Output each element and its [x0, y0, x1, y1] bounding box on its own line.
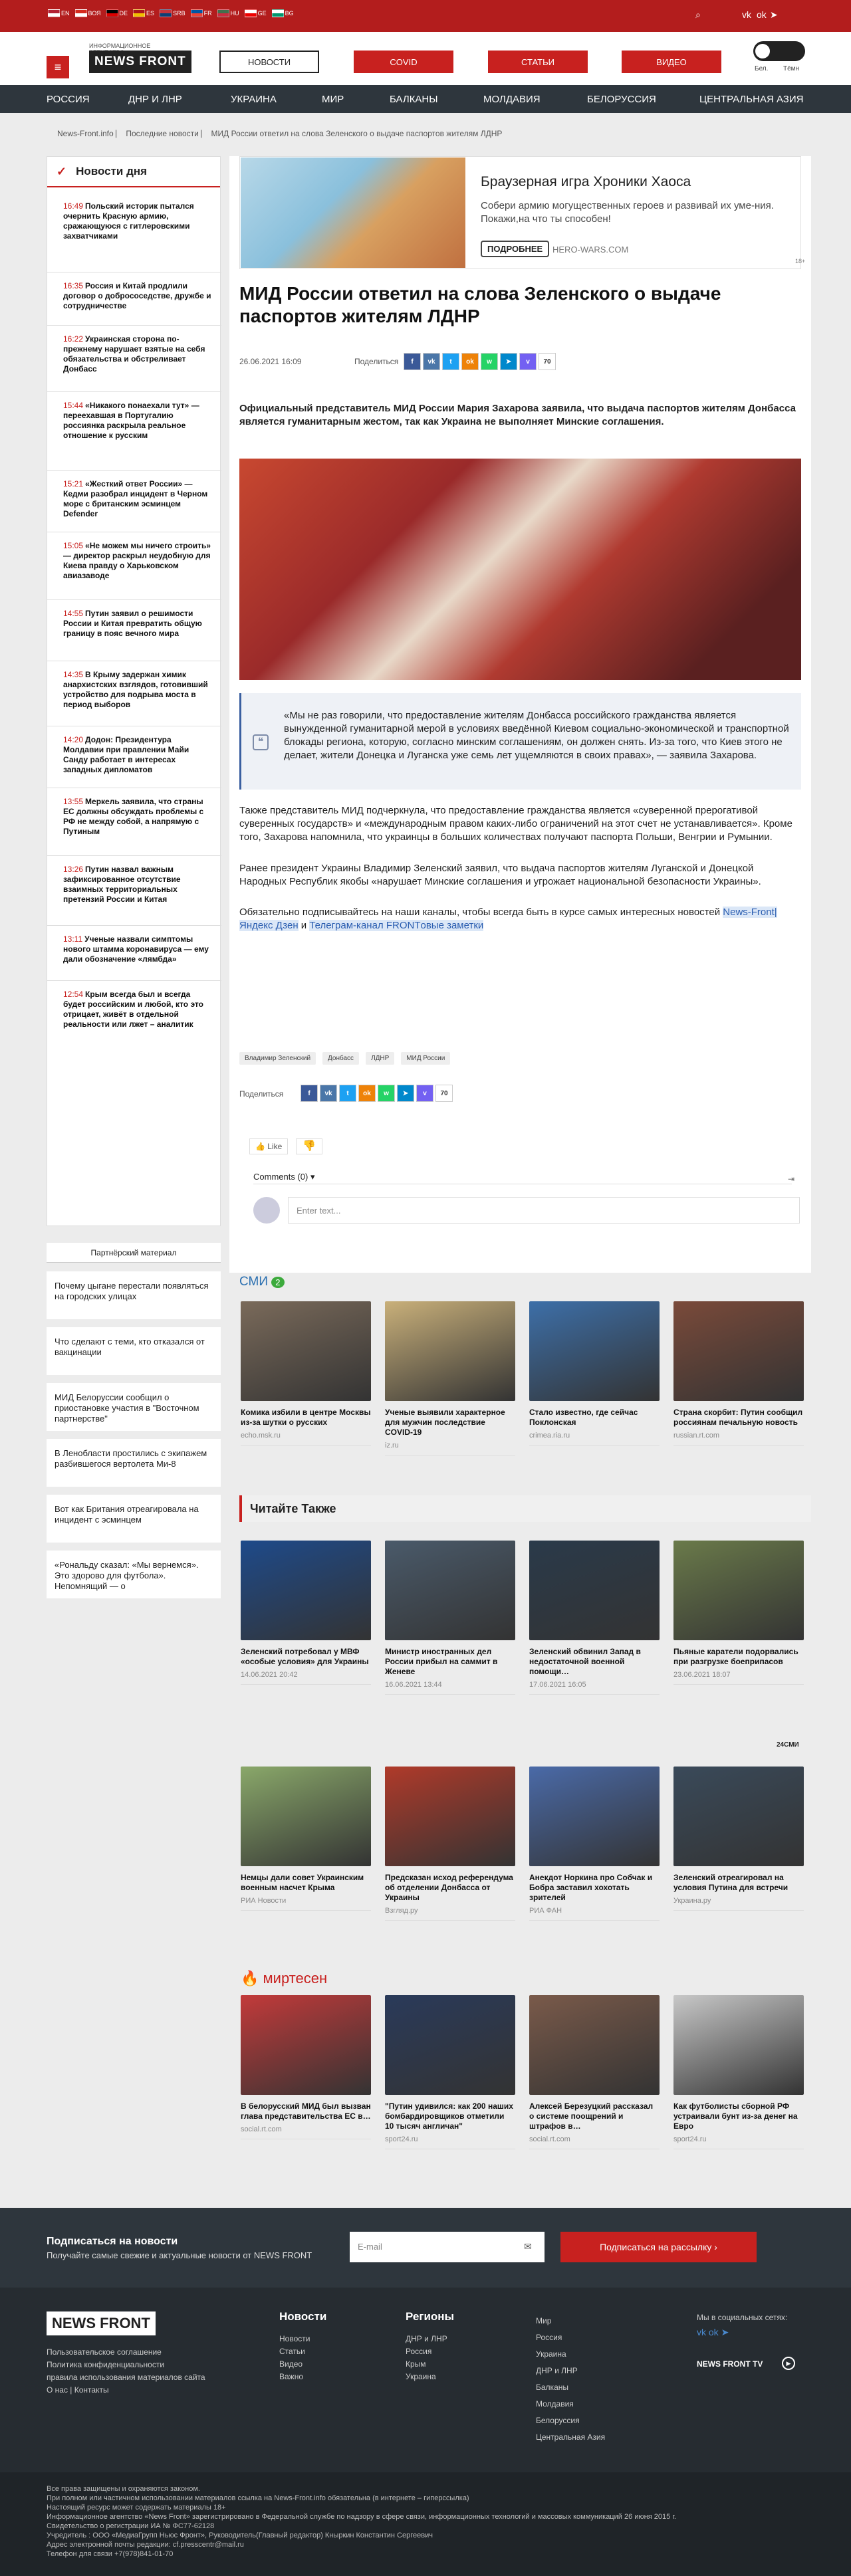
- news-text: «Не можем мы ничего строить» — директор раскрыл неудобную для Киева правду о Харьковском авиазаводе: [63, 541, 211, 580]
- language-list: [48, 9, 294, 17]
- 24smi-label: 24СМИ: [777, 1741, 799, 1749]
- news-text: Путин назвал важным зафиксированное отсутствие взаимных территориальных претензий России и Китая: [63, 865, 181, 904]
- news-time: 14:35: [63, 670, 84, 679]
- footer-world-link[interactable]: Молдавия: [536, 2399, 574, 2409]
- card-source: 23.06.2021 18:07: [673, 1671, 731, 1679]
- ad-age: 18+: [795, 258, 806, 265]
- smi-title: [239, 1275, 285, 1289]
- legal-line: При полном или частичном использовании материалов ссылка на News-Front.info обязательна (в интернете – гиперссылка): [47, 2494, 469, 2502]
- lang-item[interactable]: [48, 9, 70, 17]
- card-image: [385, 1995, 515, 2095]
- smi-card[interactable]: [241, 1301, 371, 1446]
- card-image: [673, 1767, 804, 1866]
- vk-icon[interactable]: vk: [423, 353, 440, 370]
- card-caption: Зеленский отреагировал на условия Путина для встречи: [673, 1873, 789, 1892]
- ad-more-button[interactable]: ПОДРОБНЕЕ: [481, 241, 549, 257]
- vk-icon[interactable]: vk: [320, 1085, 337, 1102]
- card-image: [529, 1995, 660, 2095]
- article-lead: Официальный представитель МИД России Мария Захарова заявила, что выдача паспортов жителям Донбасса является гуманитарным жестом, так как Украина не выполняет Минские соглашения.: [239, 403, 796, 427]
- smi24-card[interactable]: [241, 1767, 371, 1911]
- footer-link[interactable]: Политика конфиденциальности: [47, 2360, 165, 2369]
- card-caption: Алексей Березуцкий рассказал о системе поощрений и штрафов в…: [529, 2101, 654, 2131]
- footer-world-links: [536, 2313, 605, 2446]
- footer-news-link[interactable]: Статьи: [279, 2347, 305, 2356]
- footer-news-link[interactable]: Важно: [279, 2372, 304, 2381]
- card-divider: [385, 1920, 515, 1921]
- ad-image: [241, 158, 465, 268]
- card-divider: [529, 1445, 660, 1446]
- news-text: Россия и Китай продлили договор о добрососедстве, дружбе и сотрудничестве: [63, 281, 211, 310]
- news-text: Додон: Президентура Молдавии при правлении Майи Санду работает в интересах западных дипломатов: [63, 735, 189, 774]
- card-source: crimea.ria.ru: [529, 1432, 570, 1440]
- card-image: [385, 1767, 515, 1866]
- lang-item[interactable]: [75, 9, 101, 17]
- sidebar-news-item[interactable]: [63, 281, 213, 311]
- tag[interactable]: Владимир Зеленский: [239, 1052, 316, 1065]
- video-button[interactable]: ВИДЕО: [622, 51, 721, 73]
- sidebar-news-item[interactable]: [63, 401, 213, 441]
- readalso-card[interactable]: [529, 1541, 660, 1695]
- footer-world-link[interactable]: Россия: [536, 2333, 562, 2342]
- subscribe-text: Обязательно подписывайтесь на наши каналы, чтобы всегда быть в курсе самых интересных новостей: [239, 907, 723, 918]
- news-time: 16:49: [63, 201, 84, 211]
- sidebar-divider: [47, 980, 221, 981]
- theme-dark-label: Тёмн: [783, 65, 800, 72]
- mirtesen-card[interactable]: [529, 1995, 660, 2149]
- footer-regions-links: [406, 2333, 447, 2383]
- social-icons[interactable]: vk ok ➤: [697, 2327, 729, 2337]
- breadcrumb[interactable]: News-Front.info ⎸ Последние новости ⎸ МИД России ответил на слова Зеленского о выдаче паспортов жителям ЛДНР: [57, 129, 503, 138]
- login-icon[interactable]: ⇥: [788, 1174, 795, 1184]
- lang-label: FR: [203, 10, 212, 17]
- sidebar-news-item[interactable]: [63, 541, 213, 581]
- whatsapp-icon[interactable]: w: [378, 1085, 395, 1102]
- language-bar: [0, 0, 851, 32]
- news-button[interactable]: НОВОСТИ: [219, 51, 319, 73]
- lang-label: SRB: [173, 10, 185, 17]
- ad-domain: HERO-WARS.COM: [552, 245, 629, 255]
- sidebar-news-item[interactable]: [63, 990, 213, 1029]
- sidebar-divider: [47, 855, 221, 856]
- lang-item[interactable]: [133, 9, 154, 17]
- share-label: Поделиться: [354, 357, 399, 366]
- card-caption: Страна скорбит: Путин сообщил россиянам печальную новость: [673, 1408, 803, 1427]
- footer-world-link[interactable]: Центральная Азия: [536, 2432, 606, 2442]
- sidebar-news-item[interactable]: [63, 609, 213, 639]
- partner-header: Партнёрский материал: [47, 1243, 221, 1263]
- dislike-button[interactable]: 👎: [296, 1138, 322, 1154]
- card-caption: Анекдот Норкина про Собчак и Бобра заставил хохотать зрителей: [529, 1873, 653, 1902]
- nav-item[interactable]: УКРАИНА: [231, 94, 277, 105]
- lang-label: ES: [146, 10, 155, 17]
- lang-item[interactable]: [245, 9, 267, 17]
- card-source: 16.06.2021 13:44: [385, 1681, 442, 1689]
- flag-icon: [48, 9, 60, 17]
- footer-regions-title: Регионы: [406, 2310, 455, 2323]
- card-image: [529, 1301, 660, 1401]
- partner-item[interactable]: «Рональду сказал: «Мы вернемся». Это здорово для футбола». Непомнящий — о: [47, 1551, 221, 1598]
- card-divider: [529, 1920, 660, 1921]
- flag-icon: [191, 9, 203, 17]
- facebook-icon[interactable]: f: [301, 1085, 318, 1102]
- mirtesen-card[interactable]: [241, 1995, 371, 2139]
- tag[interactable]: ЛДНР: [366, 1052, 394, 1065]
- share-buttons-bottom: [301, 1085, 453, 1102]
- email-field[interactable]: E-mail: [350, 2232, 545, 2262]
- lang-item[interactable]: [106, 9, 128, 17]
- card-image: [673, 1301, 804, 1401]
- telegram-icon[interactable]: ➤: [397, 1085, 414, 1102]
- news-text: Ученые назвали симптомы нового штамма коронавируса — ему дали обозначение «лямбда»: [63, 934, 209, 964]
- news-time: 15:05: [63, 541, 84, 550]
- check-icon: ✓: [57, 164, 67, 178]
- sidebar-news-item[interactable]: [63, 479, 213, 519]
- partner-item[interactable]: Что сделают с теми, кто отказался от вакцинации: [47, 1327, 221, 1375]
- news-time: 13:55: [63, 797, 84, 806]
- footer-world-link[interactable]: Украина: [536, 2349, 566, 2359]
- sidebar-news-item[interactable]: [63, 670, 213, 710]
- nav-item[interactable]: МИР: [322, 94, 344, 105]
- footer-logo[interactable]: NEWS FRONT: [47, 2311, 156, 2335]
- lang-label: HU: [230, 10, 239, 17]
- smi-card[interactable]: [673, 1301, 804, 1446]
- footer-region-link[interactable]: Украина: [406, 2372, 436, 2381]
- news-text: «Никакого понаехали тут» — переехавшая в Португалию россиянка раскрыла реальное отношение к русским: [63, 401, 199, 440]
- telegram-link[interactable]: Телеграм-канал FRONTовые заметки: [309, 920, 484, 931]
- sidebar-divider: [47, 925, 221, 926]
- smi-card[interactable]: [385, 1301, 515, 1455]
- legal-line: Адрес электронной почты редакции: cf.presscentr@mail.ru: [47, 2541, 244, 2549]
- smi-card[interactable]: [529, 1301, 660, 1446]
- partner-item[interactable]: МИД Белоруссии сообщил о приостановке участия в "Восточном партнерстве": [47, 1383, 221, 1431]
- subscribe-title: Подписаться на новости: [47, 2236, 178, 2247]
- flag-icon: [106, 9, 118, 17]
- card-caption: Немцы дали совет Украинским военным насчет Крыма: [241, 1873, 364, 1892]
- legal-line: Информационное агентство «News Front» зарегистрировано в Федеральной службе по надзору в сфере связи, информационных технологий и массовых коммуникаций 26 июня 2015 г.: [47, 2513, 676, 2521]
- flag-icon: [75, 9, 87, 17]
- smi-badge: 2: [271, 1277, 284, 1288]
- card-caption: Министр иностранных дел России прибыл на саммит в Женеве: [385, 1647, 498, 1676]
- partner-item[interactable]: Вот как Британия отреагировала на инцидент с эсминцем: [47, 1495, 221, 1543]
- article-paragraph: Ранее президент Украины Владимир Зеленский заявил, что выдача паспортов жителям Луганской и Донецкой Народных Республик якобы «нарушает Минские соглашения и угрожает национальной безопасности Украины».: [239, 863, 761, 887]
- quote-text: «Мы не раз говорили, что предоставление жителям Донбасса российского гражданства является вынужденной гуманитарной мерой в условиях введённой Киевом социально-экономической и транспортной блокады региона, которую, согласно минским соглашениям, он должен снять. Из-за того, что Киев этого не делает, жители Донецка и Луганска уже семь лет ущемляются в своих правах», — заявила Захарова.: [284, 710, 789, 761]
- footer-world-link[interactable]: Белоруссия: [536, 2416, 580, 2425]
- news-time: 14:20: [63, 735, 84, 744]
- card-caption: "Путин удивился: как 200 наших бомбардировщиков отметили 10 тысяч англичан": [385, 2101, 513, 2131]
- card-source: 14.06.2021 20:42: [241, 1671, 298, 1679]
- ok-icon[interactable]: ok: [461, 353, 479, 370]
- mirtesen-label-text: миртесен: [263, 1970, 328, 1986]
- footer-news-link[interactable]: Новости: [279, 2334, 310, 2343]
- card-divider: [241, 1445, 371, 1446]
- article-date: 26.06.2021 16:09: [239, 357, 302, 366]
- sidebar-divider: [47, 470, 221, 471]
- tag[interactable]: Донбасс: [322, 1052, 359, 1065]
- sidebar-news-item[interactable]: [63, 735, 213, 775]
- nav-item[interactable]: РОССИЯ: [47, 94, 90, 105]
- news-text: Крым всегда был и всегда будет российским и любой, кто это отрицает, живёт в отдельной реальности или лжет – аналитик: [63, 990, 203, 1029]
- menu-icon[interactable]: ≡: [47, 56, 69, 78]
- card-caption: Пьяные каратели подорвались при разгрузке боеприпасов: [673, 1647, 798, 1666]
- footer-link[interactable]: правила использования материалов сайта: [47, 2373, 205, 2382]
- news-text: Путин заявил о решимости России и Китая превратить общую границу в пояс вечного мира: [63, 609, 202, 638]
- news-time: 14:55: [63, 609, 84, 618]
- like-label: Like: [267, 1142, 283, 1151]
- subscribe-text: Получайте самые свежие и актуальные новости от NEWS FRONT: [47, 2250, 312, 2260]
- card-source: Взгляд.ру: [385, 1907, 418, 1915]
- sidebar-divider: [47, 325, 221, 326]
- sidebar-news-item[interactable]: [63, 934, 213, 964]
- share-label: Поделиться: [239, 1089, 284, 1099]
- card-source: sport24.ru: [385, 2135, 418, 2143]
- like-button[interactable]: 👍 Like: [249, 1138, 288, 1154]
- card-image: [241, 1541, 371, 1640]
- telegram-icon[interactable]: ➤: [500, 353, 517, 370]
- sidebar-header: [47, 157, 220, 187]
- sidebar-news-item[interactable]: [63, 334, 213, 374]
- partner-item[interactable]: Почему цыгане перестали появляться на городских улицах: [47, 1271, 221, 1319]
- logo-subtitle: ИНФОРМАЦИОННОЕ: [89, 43, 151, 49]
- logo[interactable]: NEWS FRONT: [89, 51, 191, 73]
- legal-line: Телефон для связи +7(978)841-01-70: [47, 2550, 174, 2558]
- card-divider: [385, 1694, 515, 1695]
- card-caption: Ученые выявили характерное для мужчин последствие COVID-19: [385, 1408, 505, 1437]
- footer-world-link[interactable]: Балканы: [536, 2383, 568, 2392]
- tag-list: [239, 1052, 450, 1065]
- lang-item[interactable]: [272, 9, 294, 17]
- ad-text: Собери армию могущественных героев и развивай их уме-ния. Покажи,на что ты способен!: [481, 200, 774, 225]
- comment-input[interactable]: Enter text...: [288, 1197, 800, 1224]
- sidebar-news-item[interactable]: [63, 865, 213, 905]
- card-source: sport24.ru: [673, 2135, 707, 2143]
- partner-item[interactable]: В Ленобласти простились с экипажем разбившегося вертолета Ми-8: [47, 1439, 221, 1487]
- card-divider: [241, 1910, 371, 1911]
- mirtesen-card[interactable]: [385, 1995, 515, 2149]
- quote-bar: [239, 693, 241, 790]
- card-divider: [673, 1910, 804, 1911]
- card-source: echo.msk.ru: [241, 1432, 281, 1440]
- viber-icon[interactable]: v: [519, 353, 537, 370]
- share-count: 70: [435, 1085, 453, 1102]
- lang-label: DE: [119, 10, 128, 17]
- footer-world-link[interactable]: Мир: [536, 2316, 552, 2325]
- flag-icon: [272, 9, 284, 17]
- news-time: 13:26: [63, 865, 84, 874]
- card-source: iz.ru: [385, 1442, 399, 1449]
- readalso-card[interactable]: [385, 1541, 515, 1695]
- lang-item[interactable]: [217, 9, 239, 17]
- theme-light-label: Бел.: [755, 65, 769, 72]
- news-text: Меркель заявила, что страны ЕС должны обсуждать проблемы с РФ не между собой, а напрямую с Путиным: [63, 797, 204, 836]
- footer-news-links: [279, 2333, 310, 2383]
- card-source: РИА ФАН: [529, 1907, 562, 1915]
- news-time: 16:35: [63, 281, 84, 290]
- comments-toggle[interactable]: Comments (0) ▾: [253, 1172, 315, 1182]
- main-nav: [0, 85, 851, 113]
- dzen-link[interactable]: News-Front|Яндекс Дзен: [239, 907, 777, 931]
- news-text: Польский историк пытался очернить Красную армию, сражающуюся с гитлеровскими захватчиками: [63, 201, 194, 241]
- news-time: 15:44: [63, 401, 84, 410]
- sidebar-news-item[interactable]: [63, 797, 213, 837]
- mirtesen-card[interactable]: [673, 1995, 804, 2149]
- readalso-card[interactable]: [673, 1541, 804, 1685]
- quote-icon: ❝: [253, 734, 269, 750]
- article-paragraph-subscribe: [239, 906, 801, 932]
- card-divider: [529, 1694, 660, 1695]
- legal-line: Учредитель : ООО «МедиаГрупп Ньюс Фронт», Руководитель(Главный редактор) Кныркин Константин Сергеевич: [47, 2531, 433, 2539]
- tag[interactable]: МИД России: [401, 1052, 450, 1065]
- share-count: 70: [539, 353, 556, 370]
- card-source: РИА Новости: [241, 1897, 287, 1905]
- card-image: [241, 1995, 371, 2095]
- card-caption: Как футболисты сборной РФ устраивали бунт из-за денег на Евро: [673, 2101, 798, 2131]
- card-image: [673, 1541, 804, 1640]
- article-panel: [229, 156, 811, 1273]
- legal-line: Настоящий ресурс может содержать материалы 18+: [47, 2504, 226, 2512]
- card-caption: Зеленский обвинил Запад в недостаточной военной помощи…: [529, 1647, 641, 1676]
- ad-banner[interactable]: [239, 156, 806, 269]
- mirtesen-label: [241, 1970, 327, 1987]
- card-image: [241, 1767, 371, 1866]
- viber-icon[interactable]: v: [416, 1085, 433, 1102]
- news-front-tv[interactable]: NEWS FRONT TV: [697, 2359, 763, 2369]
- footer-region-link[interactable]: ДНР и ЛНР: [406, 2334, 447, 2343]
- twitter-icon[interactable]: t: [339, 1085, 356, 1102]
- lang-item[interactable]: [191, 9, 212, 17]
- lang-label: EN: [61, 10, 70, 17]
- card-source: russian.rt.com: [673, 1432, 720, 1440]
- card-image: [385, 1541, 515, 1640]
- smi24-card[interactable]: [673, 1767, 804, 1911]
- subscribe-and: и: [298, 920, 310, 931]
- mail-icon: ✉: [524, 2241, 532, 2252]
- footer-news-title: Новости: [279, 2310, 327, 2323]
- nav-item[interactable]: БАЛКАНЫ: [390, 94, 438, 105]
- card-image: [241, 1301, 371, 1401]
- flame-icon: 🔥: [241, 1970, 259, 1986]
- news-time: 15:21: [63, 479, 84, 488]
- news-text: Украинская сторона по-прежнему нарушает взятые на себя обязательства и обстреливает Донбасс: [63, 334, 205, 374]
- flag-icon: [160, 9, 172, 17]
- news-text: В Крыму задержан химик анархистских взглядов, готовивший устройство для подрыва моста в период выборов: [63, 670, 208, 709]
- covid-button[interactable]: COVID: [354, 51, 453, 73]
- sidebar-title: Новости дня: [76, 165, 148, 177]
- news-time: 13:11: [63, 934, 83, 944]
- card-source: Украина.ру: [673, 1897, 711, 1905]
- ad-title[interactable]: Браузерная игра Хроники Хаоса: [481, 174, 691, 189]
- legal-text: [47, 2484, 676, 2559]
- theme-toggle-knob: [755, 44, 770, 58]
- facebook-icon[interactable]: f: [404, 353, 421, 370]
- card-caption: В белорусский МИД был вызван глава представительства ЕС в…: [241, 2101, 371, 2121]
- card-divider: [673, 1445, 804, 1446]
- card-image: [385, 1301, 515, 1401]
- lang-label: GE: [257, 10, 267, 17]
- lang-label: ВОЯ: [88, 10, 101, 17]
- article-title: МИД России ответил на слова Зеленского о выдаче паспортов жителям ЛДНР: [239, 283, 721, 326]
- play-icon[interactable]: ▶: [782, 2357, 795, 2370]
- card-divider: [673, 1684, 804, 1685]
- card-caption: Комика избили в центре Москвы из-за шутки о русских: [241, 1408, 371, 1427]
- card-divider: [241, 1684, 371, 1685]
- whatsapp-icon[interactable]: w: [481, 353, 498, 370]
- nav-item[interactable]: МОЛДАВИЯ: [483, 94, 541, 105]
- article-quote: [239, 693, 801, 790]
- footer-links: [47, 2346, 205, 2397]
- news-time: 16:22: [63, 334, 84, 344]
- legal-line: Все права защищены и охраняются законом.: [47, 2485, 200, 2493]
- card-caption: Стало известно, где сейчас Поклонская: [529, 1408, 638, 1427]
- ok-icon[interactable]: ok: [358, 1085, 376, 1102]
- article-paragraph: Также представитель МИД подчеркнула, что предоставление гражданства является «суверенной прерогативой суверенных государств» и «международным правом каких-либо ограничений на этот счет не устанавливается». Кроме того, Захарова напомнила, что украинцы в больших количествах получают паспорта Польши, Венгрии и Румынии.: [239, 805, 792, 843]
- search-icon[interactable]: ⌕: [695, 9, 701, 20]
- footer-link[interactable]: О нас | Контакты: [47, 2385, 109, 2395]
- flag-icon: [133, 9, 145, 17]
- subscribe-button[interactable]: Подписаться на рассылку ›: [560, 2232, 757, 2262]
- sidebar-news-item[interactable]: [63, 201, 213, 241]
- avatar: [253, 1197, 280, 1224]
- twitter-icon[interactable]: t: [442, 353, 459, 370]
- sidebar-news: [47, 156, 221, 1226]
- telegram-icon[interactable]: ➤: [770, 9, 778, 20]
- article-photo: [239, 459, 801, 680]
- card-image: [529, 1767, 660, 1866]
- card-caption: Зеленский потребовал у МВФ «особые условия» для Украины: [241, 1647, 369, 1666]
- footer-news-link[interactable]: Видео: [279, 2359, 303, 2369]
- footer-region-link[interactable]: Крым: [406, 2359, 426, 2369]
- flag-icon: [245, 9, 257, 17]
- smi24-card[interactable]: [385, 1767, 515, 1921]
- card-image: [529, 1541, 660, 1640]
- readalso-card[interactable]: [241, 1541, 371, 1685]
- lang-item[interactable]: [160, 9, 185, 17]
- sidebar-divider: [47, 599, 221, 600]
- share-buttons-top: [404, 353, 556, 370]
- legal-line: Свидетельство о регистрации ИА № ФС77-62128: [47, 2522, 215, 2530]
- vk-icon[interactable]: vk: [742, 9, 751, 20]
- card-image: [673, 1995, 804, 2095]
- footer-world-link[interactable]: ДНР и ЛНР: [536, 2366, 578, 2375]
- footer-region-link[interactable]: Россия: [406, 2347, 432, 2356]
- articles-button[interactable]: СТАТЬИ: [488, 51, 588, 73]
- sidebar-divider: [47, 391, 221, 392]
- social-title: Мы в социальных сетях:: [697, 2313, 788, 2322]
- ok-icon[interactable]: ok: [757, 9, 767, 20]
- card-caption: Предсказан исход референдума об отделении Донбасса от Украины: [385, 1873, 513, 1902]
- footer-link[interactable]: Пользовательское соглашение: [47, 2347, 162, 2357]
- nav-item[interactable]: ЦЕНТРАЛЬНАЯ АЗИЯ: [699, 94, 804, 105]
- smi-title-text: СМИ: [239, 1275, 268, 1289]
- news-text: «Жесткий ответ России» — Кедми разобрал инцидент в Черном море с британским эсминцем Defender: [63, 479, 208, 518]
- lang-label: BG: [285, 10, 294, 17]
- read-also-header: Читайте Также: [239, 1495, 811, 1522]
- card-source: 17.06.2021 16:05: [529, 1681, 586, 1689]
- flag-icon: [217, 9, 229, 17]
- news-time: 12:54: [63, 990, 84, 999]
- nav-item[interactable]: ДНР И ЛНР: [128, 94, 182, 105]
- nav-item[interactable]: БЕЛОРУССИЯ: [587, 94, 656, 105]
- card-source: social.rt.com: [241, 2125, 282, 2133]
- card-source: social.rt.com: [529, 2135, 570, 2143]
- smi24-card[interactable]: [529, 1767, 660, 1921]
